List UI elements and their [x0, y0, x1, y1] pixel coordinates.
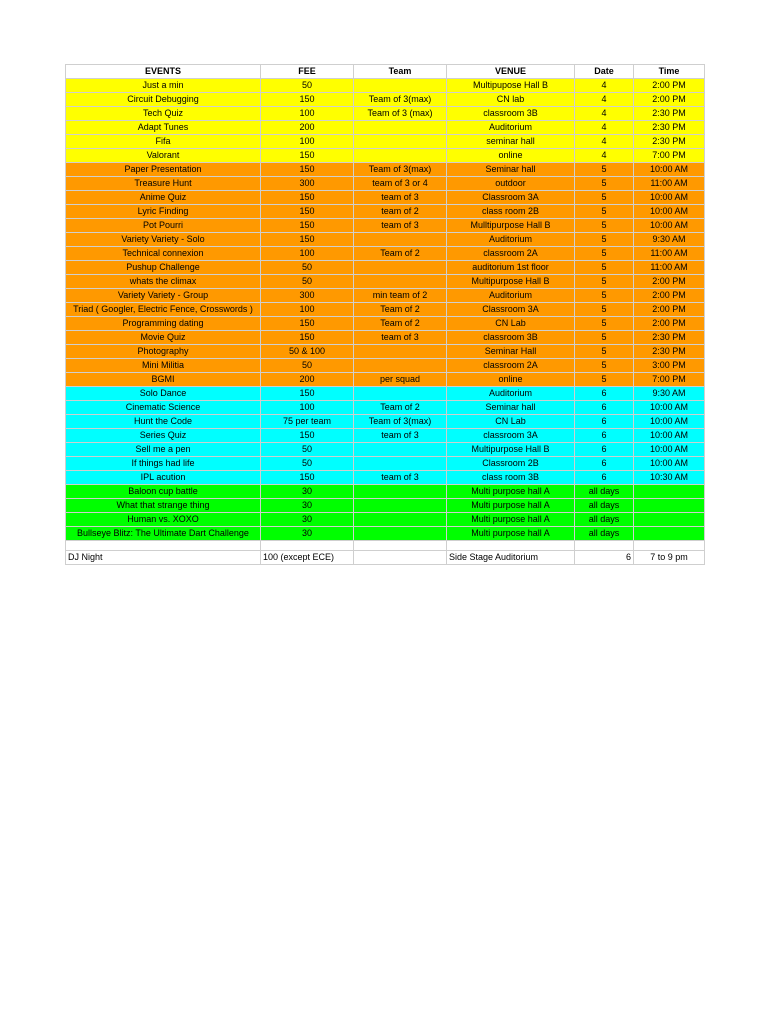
cell-date: 6	[575, 443, 634, 457]
cell-team: team of 3	[354, 331, 447, 345]
dj-cell-date: 6	[575, 551, 634, 565]
cell-team	[354, 79, 447, 93]
cell-event: Triad ( Googler, Electric Fence, Crosswords )	[66, 303, 261, 317]
cell-date: 5	[575, 331, 634, 345]
header-date: Date	[575, 65, 634, 79]
cell-date: 6	[575, 401, 634, 415]
cell-venue: Seminar Hall	[447, 345, 575, 359]
cell-time: 2:30 PM	[634, 331, 705, 345]
cell-time	[634, 499, 705, 513]
cell-venue: classroom 2A	[447, 359, 575, 373]
table-row	[66, 457, 705, 471]
cell-venue: Multipurpose Hall B	[447, 443, 575, 457]
cell-event: Baloon cup battle	[66, 485, 261, 499]
cell-team	[354, 359, 447, 373]
cell-event: Variety Variety - Group	[66, 289, 261, 303]
table-row	[66, 79, 705, 93]
cell-event: Lyric Finding	[66, 205, 261, 219]
cell-fee: 300	[261, 289, 354, 303]
cell-event: Fifa	[66, 135, 261, 149]
cell-fee: 100	[261, 135, 354, 149]
table-row	[66, 345, 705, 359]
cell-team: Team of 2	[354, 317, 447, 331]
cell-date: 5	[575, 275, 634, 289]
cell-event: IPL acution	[66, 471, 261, 485]
cell-time: 10:00 AM	[634, 429, 705, 443]
cell-venue: Classroom 3A	[447, 191, 575, 205]
table-row	[66, 499, 705, 513]
cell-event: Hunt the Code	[66, 415, 261, 429]
cell-event: Movie Quiz	[66, 331, 261, 345]
cell-venue: Auditorium	[447, 289, 575, 303]
table-row	[66, 415, 705, 429]
cell-event: Circuit Debugging	[66, 93, 261, 107]
cell-venue: outdoor	[447, 177, 575, 191]
cell-event: Solo Dance	[66, 387, 261, 401]
cell-fee: 30	[261, 513, 354, 527]
cell-event: Pot Pourri	[66, 219, 261, 233]
cell-time: 10:00 AM	[634, 443, 705, 457]
cell-venue: Seminar hall	[447, 163, 575, 177]
cell-team: per squad	[354, 373, 447, 387]
cell-fee: 200	[261, 121, 354, 135]
cell-fee: 150	[261, 149, 354, 163]
cell-event: Technical connexion	[66, 247, 261, 261]
cell-team	[354, 345, 447, 359]
cell-team	[354, 499, 447, 513]
table-row	[66, 107, 705, 121]
cell-date: 6	[575, 387, 634, 401]
cell-time: 7:00 PM	[634, 149, 705, 163]
cell-fee: 150	[261, 317, 354, 331]
cell-fee: 150	[261, 429, 354, 443]
table-row	[66, 135, 705, 149]
cell-team	[354, 261, 447, 275]
cell-team: Team of 3(max)	[354, 163, 447, 177]
cell-event: whats the climax	[66, 275, 261, 289]
cell-time: 2:30 PM	[634, 121, 705, 135]
cell-date: 4	[575, 79, 634, 93]
table-row	[66, 261, 705, 275]
table-row	[66, 373, 705, 387]
cell-fee: 100	[261, 247, 354, 261]
cell-venue: CN lab	[447, 93, 575, 107]
cell-date: 5	[575, 317, 634, 331]
cell-team	[354, 527, 447, 541]
events-table	[65, 64, 705, 565]
cell-venue: classroom 3B	[447, 331, 575, 345]
cell-date: 5	[575, 233, 634, 247]
cell-team: team of 3	[354, 429, 447, 443]
cell-fee: 50	[261, 443, 354, 457]
cell-fee: 150	[261, 471, 354, 485]
cell-date: 5	[575, 205, 634, 219]
cell-date: 5	[575, 359, 634, 373]
cell-team	[354, 233, 447, 247]
dj-cell-team	[354, 551, 447, 565]
cell-date: 5	[575, 191, 634, 205]
cell-venue: Mulltipurpose Hall B	[447, 219, 575, 233]
cell-venue: Auditorium	[447, 387, 575, 401]
table-row	[66, 191, 705, 205]
cell-event: Adapt Tunes	[66, 121, 261, 135]
cell-time: 10:00 AM	[634, 415, 705, 429]
cell-date: all days	[575, 485, 634, 499]
cell-date: 4	[575, 121, 634, 135]
cell-venue: Multipupose Hall B	[447, 79, 575, 93]
header-fee: FEE	[261, 65, 354, 79]
cell-team: team of 3	[354, 471, 447, 485]
cell-time	[634, 513, 705, 527]
cell-venue: CN Lab	[447, 415, 575, 429]
table-row	[66, 149, 705, 163]
cell-fee: 50	[261, 457, 354, 471]
blank-cell	[634, 541, 705, 551]
cell-date: 4	[575, 107, 634, 121]
cell-team: Team of 2	[354, 247, 447, 261]
header-venue: VENUE	[447, 65, 575, 79]
cell-venue: Multipurpose Hall B	[447, 275, 575, 289]
cell-event: Valorant	[66, 149, 261, 163]
cell-date: 4	[575, 149, 634, 163]
table-row	[66, 401, 705, 415]
cell-time: 10:00 AM	[634, 401, 705, 415]
table-row	[66, 121, 705, 135]
cell-team: team of 3	[354, 191, 447, 205]
cell-fee: 150	[261, 163, 354, 177]
cell-team: Team of 2	[354, 401, 447, 415]
cell-fee: 150	[261, 387, 354, 401]
cell-time: 10:00 AM	[634, 205, 705, 219]
cell-event: Programming dating	[66, 317, 261, 331]
cell-venue: Auditorium	[447, 233, 575, 247]
table-row	[66, 387, 705, 401]
cell-time: 2:00 PM	[634, 317, 705, 331]
cell-time: 10:30 AM	[634, 471, 705, 485]
cell-time	[634, 485, 705, 499]
cell-team	[354, 513, 447, 527]
cell-fee: 50	[261, 359, 354, 373]
cell-time: 7:00 PM	[634, 373, 705, 387]
cell-venue: seminar hall	[447, 135, 575, 149]
events-table-body	[66, 65, 705, 565]
table-row	[66, 289, 705, 303]
cell-date: 5	[575, 289, 634, 303]
cell-date: 6	[575, 471, 634, 485]
cell-time: 10:00 AM	[634, 219, 705, 233]
cell-team	[354, 135, 447, 149]
cell-fee: 30	[261, 527, 354, 541]
cell-date: 6	[575, 415, 634, 429]
cell-time: 10:00 AM	[634, 191, 705, 205]
cell-date: 6	[575, 429, 634, 443]
cell-event: Pushup Challenge	[66, 261, 261, 275]
cell-fee: 150	[261, 205, 354, 219]
header-events: EVENTS	[66, 65, 261, 79]
table-row	[66, 485, 705, 499]
blank-cell	[575, 541, 634, 551]
cell-fee: 30	[261, 485, 354, 499]
table-row	[66, 527, 705, 541]
cell-venue: auditorium 1st floor	[447, 261, 575, 275]
cell-team	[354, 121, 447, 135]
dj-night-row	[66, 551, 705, 565]
table-row	[66, 163, 705, 177]
cell-time: 11:00 AM	[634, 261, 705, 275]
cell-event: Cinematic Science	[66, 401, 261, 415]
cell-venue: Multi purpose hall A	[447, 485, 575, 499]
cell-time: 10:00 AM	[634, 163, 705, 177]
cell-team: Team of 3(max)	[354, 415, 447, 429]
cell-venue: classroom 3B	[447, 107, 575, 121]
cell-venue: class room 2B	[447, 205, 575, 219]
cell-fee: 300	[261, 177, 354, 191]
cell-event: BGMI	[66, 373, 261, 387]
cell-event: Paper Presentation	[66, 163, 261, 177]
cell-team: Team of 2	[354, 303, 447, 317]
cell-fee: 30	[261, 499, 354, 513]
cell-team: team of 3 or 4	[354, 177, 447, 191]
cell-time: 3:00 PM	[634, 359, 705, 373]
cell-event: Treasure Hunt	[66, 177, 261, 191]
cell-team	[354, 443, 447, 457]
cell-event: Bullseye Blitz: The Ultimate Dart Challenge	[66, 527, 261, 541]
table-row	[66, 303, 705, 317]
cell-date: 5	[575, 163, 634, 177]
cell-date: 5	[575, 345, 634, 359]
cell-event: Sell me a pen	[66, 443, 261, 457]
table-row	[66, 443, 705, 457]
cell-team	[354, 457, 447, 471]
table-row	[66, 93, 705, 107]
table-row	[66, 205, 705, 219]
cell-team	[354, 149, 447, 163]
cell-time: 2:30 PM	[634, 135, 705, 149]
table-row	[66, 275, 705, 289]
cell-venue: CN Lab	[447, 317, 575, 331]
cell-fee: 50	[261, 261, 354, 275]
dj-cell-fee: 100 (except ECE)	[261, 551, 354, 565]
cell-venue: class room 3B	[447, 471, 575, 485]
cell-fee: 100	[261, 107, 354, 121]
cell-team	[354, 387, 447, 401]
cell-event: Mini Militia	[66, 359, 261, 373]
cell-venue: online	[447, 149, 575, 163]
cell-team: Team of 3(max)	[354, 93, 447, 107]
cell-time	[634, 527, 705, 541]
header-row	[66, 65, 705, 79]
cell-fee: 150	[261, 331, 354, 345]
cell-fee: 100	[261, 401, 354, 415]
table-row	[66, 513, 705, 527]
blank-cell	[354, 541, 447, 551]
cell-fee: 150	[261, 191, 354, 205]
cell-team: team of 3	[354, 219, 447, 233]
cell-date: 5	[575, 373, 634, 387]
cell-fee: 50	[261, 79, 354, 93]
cell-time: 2:30 PM	[634, 345, 705, 359]
cell-fee: 150	[261, 219, 354, 233]
cell-fee: 200	[261, 373, 354, 387]
cell-time: 11:00 AM	[634, 247, 705, 261]
cell-date: 4	[575, 135, 634, 149]
cell-fee: 50 & 100	[261, 345, 354, 359]
blank-cell	[447, 541, 575, 551]
header-team: Team	[354, 65, 447, 79]
table-row	[66, 471, 705, 485]
cell-time: 2:00 PM	[634, 303, 705, 317]
cell-venue: online	[447, 373, 575, 387]
table-row	[66, 429, 705, 443]
cell-event: Photography	[66, 345, 261, 359]
cell-time: 10:00 AM	[634, 457, 705, 471]
cell-date: 5	[575, 261, 634, 275]
cell-fee: 50	[261, 275, 354, 289]
cell-team: Team of 3 (max)	[354, 107, 447, 121]
cell-fee: 100	[261, 303, 354, 317]
dj-cell-venue: Side Stage Auditorium	[447, 551, 575, 565]
cell-event: Human vs. XOXO	[66, 513, 261, 527]
cell-date: 5	[575, 303, 634, 317]
cell-venue: Auditorium	[447, 121, 575, 135]
cell-event: Just a min	[66, 79, 261, 93]
cell-event: If things had life	[66, 457, 261, 471]
cell-date: all days	[575, 527, 634, 541]
cell-date: all days	[575, 499, 634, 513]
cell-event: Variety Variety - Solo	[66, 233, 261, 247]
blank-row	[66, 541, 705, 551]
cell-time: 2:30 PM	[634, 107, 705, 121]
table-row	[66, 247, 705, 261]
cell-fee: 75 per team	[261, 415, 354, 429]
table-row	[66, 331, 705, 345]
cell-time: 9:30 AM	[634, 233, 705, 247]
cell-venue: classroom 2A	[447, 247, 575, 261]
cell-date: 5	[575, 247, 634, 261]
table-row	[66, 359, 705, 373]
cell-fee: 150	[261, 233, 354, 247]
cell-team: min team of 2	[354, 289, 447, 303]
cell-date: 5	[575, 177, 634, 191]
blank-cell	[66, 541, 261, 551]
table-row	[66, 317, 705, 331]
cell-venue: Seminar hall	[447, 401, 575, 415]
cell-time: 2:00 PM	[634, 275, 705, 289]
cell-team	[354, 275, 447, 289]
blank-cell	[261, 541, 354, 551]
cell-venue: Multi purpose hall A	[447, 527, 575, 541]
cell-venue: Multi purpose hall A	[447, 513, 575, 527]
table-row	[66, 233, 705, 247]
cell-time: 9:30 AM	[634, 387, 705, 401]
header-time: Time	[634, 65, 705, 79]
cell-event: Series Quiz	[66, 429, 261, 443]
dj-cell-time: 7 to 9 pm	[634, 551, 705, 565]
cell-team	[354, 485, 447, 499]
cell-venue: Classroom 3A	[447, 303, 575, 317]
cell-date: 5	[575, 219, 634, 233]
cell-venue: Multi purpose hall A	[447, 499, 575, 513]
cell-fee: 150	[261, 93, 354, 107]
cell-event: Anime Quiz	[66, 191, 261, 205]
cell-time: 2:00 PM	[634, 289, 705, 303]
cell-time: 2:00 PM	[634, 93, 705, 107]
cell-venue: Classroom 2B	[447, 457, 575, 471]
cell-date: all days	[575, 513, 634, 527]
cell-date: 4	[575, 93, 634, 107]
table-row	[66, 177, 705, 191]
cell-date: 6	[575, 457, 634, 471]
dj-cell-event: DJ Night	[66, 551, 261, 565]
cell-team: team of 2	[354, 205, 447, 219]
cell-time: 2:00 PM	[634, 79, 705, 93]
table-row	[66, 219, 705, 233]
cell-event: What that strange thing	[66, 499, 261, 513]
cell-time: 11:00 AM	[634, 177, 705, 191]
cell-venue: classroom 3A	[447, 429, 575, 443]
cell-event: Tech Quiz	[66, 107, 261, 121]
